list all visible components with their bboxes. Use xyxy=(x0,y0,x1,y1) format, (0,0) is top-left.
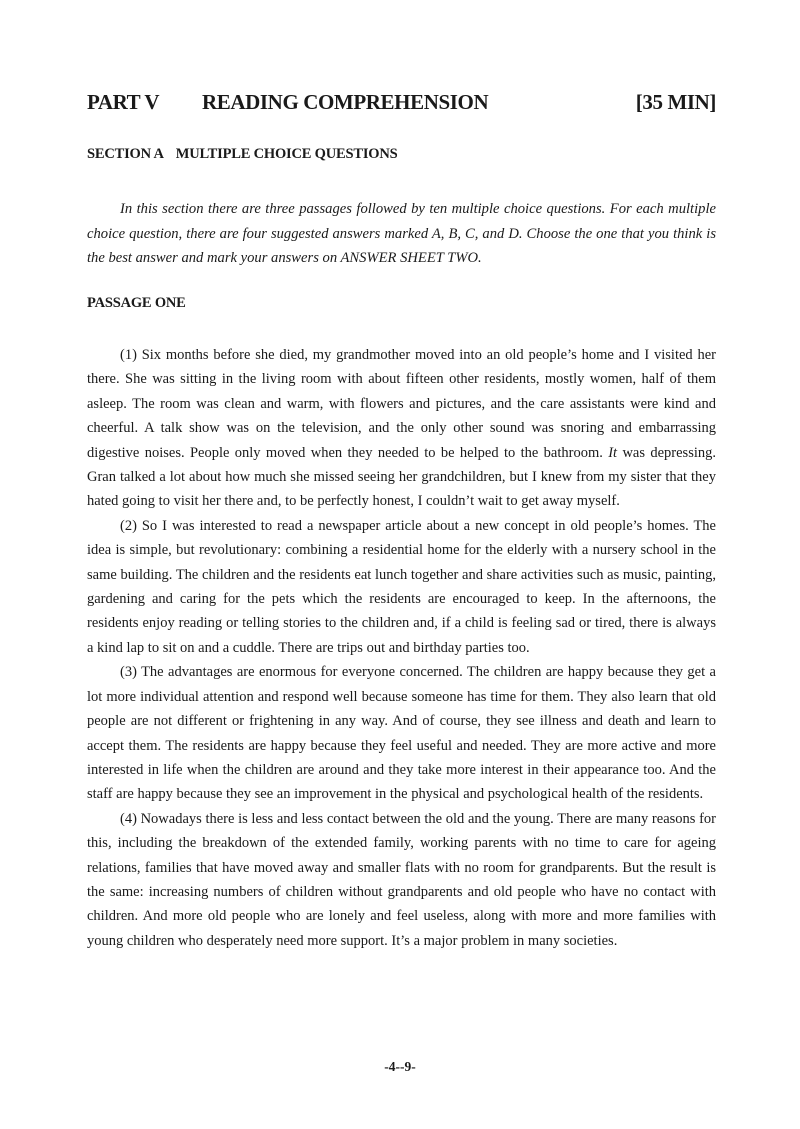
paragraph-1 xyxy=(87,343,716,514)
paragraph-1-text-start: (1) Six months before she died, my grandmother moved into an old people’s home and I visited her there. She was sitting in the living room with about fifteen other residents, mostly women, half of them asleep. The room was clean and warm, with flowers and pictures, and the care assistants were kind and cheerful. A talk show was on the television, and the only other sound was snoring and embarrassing digestive noises. People only moved when they needed to be helped to the bathroom. xyxy=(87,347,716,461)
section-instructions: In this section there are three passages followed by ten multiple choice questions. For each multiple choice question, there are four suggested answers marked A, B, C, and D. Choose the one that you think is the best answer and mark your answers on ANSWER SHEET TWO. xyxy=(87,201,716,267)
section-heading xyxy=(87,146,397,163)
part-header xyxy=(87,90,716,115)
paragraph-2: (2) So I was interested to read a newspaper article about a new concept in old people’s homes. The idea is simple, but revolutionary: combining a residential home for the elderly with a nursery school in the same building. The children and the residents eat lunch together and share activities such as music, painting, gardening and caring for the pets which the residents are encouraged to keep. In the afternoons, the residents enjoy reading or telling stories to the children and, if a child is feeling sad or tired, there is always a kind lap to sit on and a cuddle. There are trips out and birthday parties too. xyxy=(87,517,716,656)
part-title: READING COMPREHENSION xyxy=(202,90,489,114)
section-title: MULTIPLE CHOICE QUESTIONS xyxy=(175,146,398,162)
part-label: PART V xyxy=(87,90,160,114)
paragraph-1-text-end: was depressing. Gran talked a lot about how much she missed seeing her grandchildren, but I knew from my sister that they hated going to visit her there and, to be perfectly honest, I couldn’t wait to get away myself. xyxy=(87,444,716,510)
paragraph-4: (4) Nowadays there is less and less contact between the old and the young. There are many reasons for this, including the breakdown of the extended family, working parents with no time to care for ageing relations, families that have moved away and smaller flats with no room for grandparents. But the result is the same: increasing numbers of children without grandparents and old people who have no contact with children. And more old people who are lonely and feel useless, along with more and more families with young children who desperately need more support. It’s a major problem in many societies. xyxy=(87,810,716,949)
section-label: SECTION A xyxy=(87,146,164,162)
time-allotment: [35 MIN] xyxy=(635,90,716,114)
passage-body xyxy=(87,343,716,953)
emphasized-word: It xyxy=(608,444,618,461)
passage-heading: PASSAGE ONE xyxy=(87,295,186,311)
page-number: -4--9- xyxy=(384,1059,416,1074)
paragraph-3: (3) The advantages are enormous for everyone concerned. The children are happy because they get a lot more individual attention and respond well because someone has time for them. They also learn that old people are not different or frightening in any way. And of course, they see illness and death and learn to accept them. The residents are happy because they feel useful and needed. They are more active and more interested in life when the children are around and they take more interest in their appearance too. And the staff are happy because they see an improvement in the physical and psychological health of the residents. xyxy=(87,664,716,803)
